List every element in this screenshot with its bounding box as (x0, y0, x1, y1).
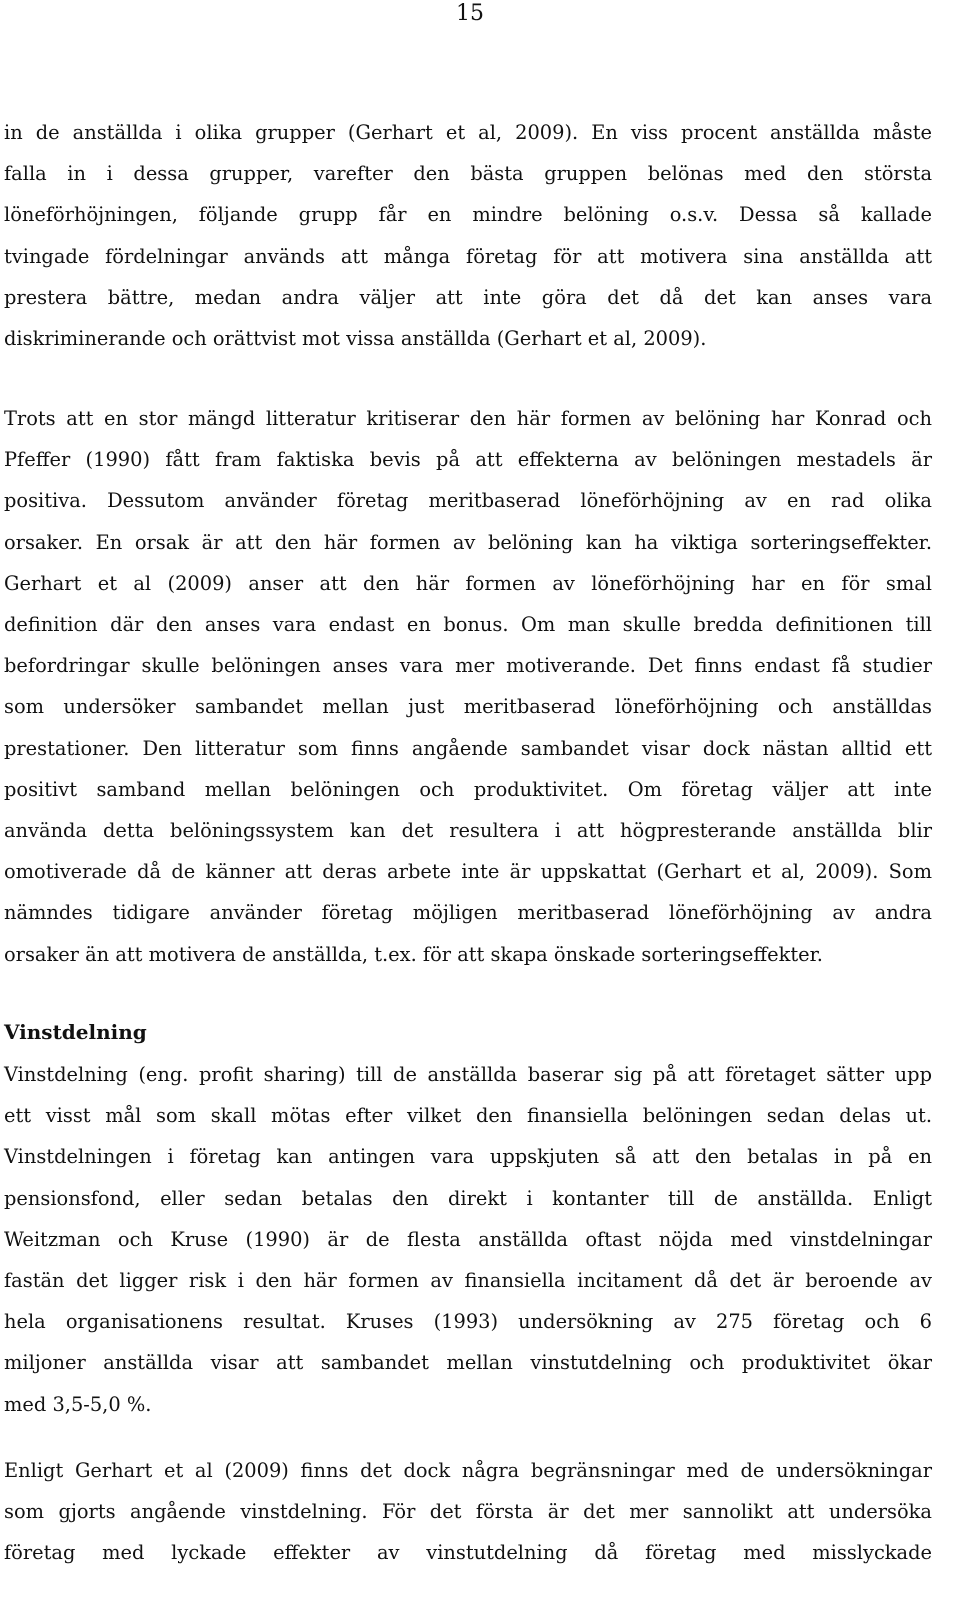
text-line: tvingade fördelningar används att många företag för att motivera sina anställda att (4, 244, 932, 268)
text-line: prestationer. Den litteratur som finns angående sambandet visar dock nästan alltid ett (4, 736, 932, 760)
text-line: företag med lyckade effekter av vinstutdelning då företag med misslyckade (4, 1541, 932, 1565)
text-line: orsaker än att motivera de anställda, t.ex. för att skapa önskade sorteringseffekter. (4, 942, 823, 966)
text-line: diskriminerande och orättvist mot vissa anställda (Gerhart et al, 2009). (4, 327, 707, 351)
text-line: positivt samband mellan belöningen och produktivitet. Om företag väljer att inte (4, 777, 932, 801)
text-line: Gerhart et al (2009) anser att den här formen av löneförhöjning har en för smal (4, 571, 932, 595)
text-line: definition där den anses vara endast en bonus. Om man skulle bredda definitionen till (4, 613, 932, 637)
text-line: pensionsfond, eller sedan betalas den direkt i kontanter till de anställda. Enligt (4, 1186, 932, 1210)
text-line: som gjorts angående vinstdelning. För det första är det mer sannolikt att undersöka (4, 1500, 932, 1524)
text-line: Enligt Gerhart et al (2009) finns det dock några begränsningar med de undersökningar (4, 1459, 932, 1482)
page-number: 15 (456, 1, 484, 26)
text-line: positiva. Dessutom använder företag meritbaserad löneförhöjning av en rad olika (4, 489, 932, 513)
text-line: Trots att en stor mängd litteratur kritiserar den här formen av belöning har Konrad och (4, 407, 932, 430)
paragraph-tvingade-fordelningar (4, 112, 932, 359)
text-line: med 3,5-5,0 %. (4, 1392, 152, 1416)
paragraph-vinstdelning (4, 1054, 932, 1425)
paragraph-meritbaserad-loneforhojning (4, 398, 932, 975)
text-line: miljoner anställda visar att sambandet mellan vinstutdelning och produktivitet ökar (4, 1351, 932, 1375)
text-line: nämndes tidigare använder företag möjligen meritbaserad löneförhöjning av andra (4, 901, 932, 925)
text-line: Weitzman och Kruse (1990) är de flesta anställda oftast nöjda med vinstdelningar (4, 1227, 932, 1251)
text-line: Vinstdelning (eng. profit sharing) till de anställda baserar sig på att företaget sätter upp (4, 1063, 932, 1086)
text-line: använda detta belöningssystem kan det resultera i att högpresterande anställda blir (4, 819, 932, 843)
text-line: orsaker. En orsak är att den här formen av belöning kan ha viktiga sorteringseffekter. (4, 530, 932, 554)
text-line: prestera bättre, medan andra väljer att inte göra det då det kan anses vara (4, 285, 932, 309)
section-heading: Vinstdelning (4, 1020, 147, 1044)
text-line: löneförhöjningen, följande grupp får en mindre belöning o.s.v. Dessa så kallade (4, 203, 932, 227)
text-line: som undersöker sambandet mellan just meritbaserad löneförhöjning och anställdas (4, 695, 932, 719)
text-line: omotiverade då de känner att deras arbete inte är uppskattat (Gerhart et al, 2009). Som (4, 860, 932, 884)
text-line: befordringar skulle belöningen anses vara mer motiverande. Det finns endast få studier (4, 654, 932, 678)
text-line: fastän det ligger risk i den här formen av finansiella incitament då det är beroende av (4, 1269, 932, 1293)
text-line: Vinstdelningen i företag kan antingen vara uppskjuten så att den betalas in på en (4, 1145, 932, 1169)
text-line: hela organisationens resultat. Kruses (1993) undersökning av 275 företag och 6 (4, 1310, 932, 1334)
paragraph-begransningar (4, 1450, 932, 1574)
text-line: falla in i dessa grupper, varefter den bästa gruppen belönas med den största (4, 162, 932, 186)
text-line: in de anställda i olika grupper (Gerhart et al, 2009). En viss procent anställda måste (4, 121, 932, 144)
text-line: ett visst mål som skall mötas efter vilket den finansiella belöningen sedan delas ut. (4, 1104, 932, 1128)
text-line: Pfeffer (1990) fått fram faktiska bevis på att effekterna av belöningen mestadels är (4, 448, 932, 472)
